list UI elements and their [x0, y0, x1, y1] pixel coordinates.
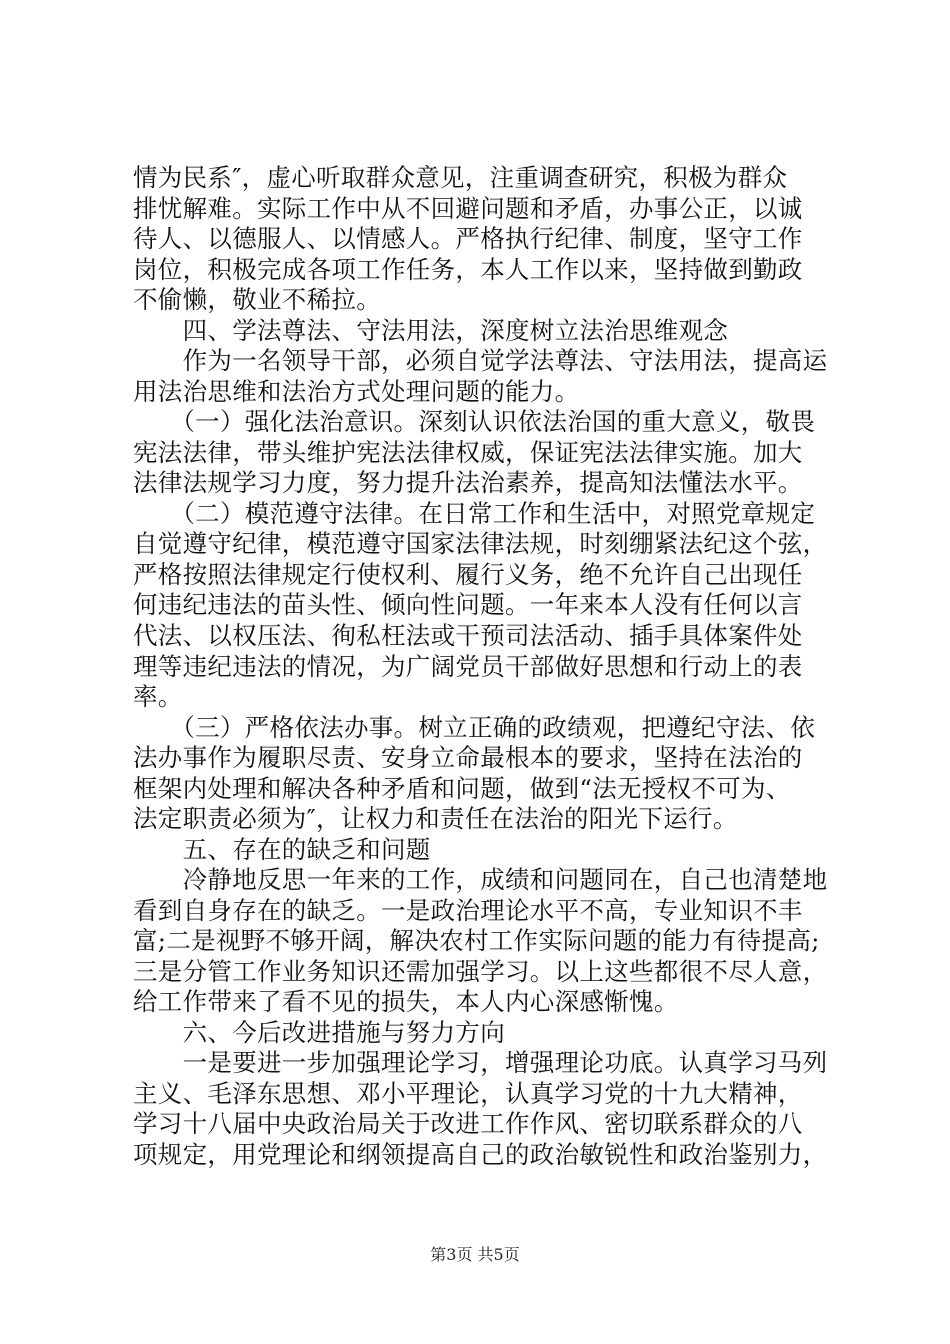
text-line: 排忧解难。实际工作中从不回避问题和矛盾，办事公正，以诚	[133, 194, 803, 223]
text-line: 作为一名领导干部，必须自觉学法尊法、守法用法，提高运	[133, 346, 828, 375]
page-number-footer: 第3页 共5页	[430, 1245, 520, 1264]
section-heading-4: 四、学法尊法、守法用法，深度树立法治思维观念	[133, 316, 729, 345]
text-line: 法律法规学习力度，努力提升法治素养，提高知法懂法水平。	[133, 468, 803, 497]
text-line: （一）强化法治意识。深刻认识依法治国的重大意义，敬畏	[133, 407, 816, 436]
text-line: 不偷懒，敬业不稀拉。	[133, 285, 381, 314]
text-line: 用法治思维和法治方式处理问题的能力。	[133, 377, 580, 406]
text-line: 看到自身存在的缺乏。一是政治理论水平不高，专业知识不丰	[133, 896, 803, 925]
text-line: 学习十八届中央政治局关于改进工作作风、密切联系群众的八	[133, 1109, 803, 1138]
section-heading-5: 五、存在的缺乏和问题	[133, 835, 431, 864]
text-line: 何违纪违法的苗头性、倾向性问题。一年来本人没有任何以言	[133, 590, 803, 619]
text-line: 三是分管工作业务知识还需加强学习。以上这些都很不尽人意，	[133, 957, 828, 986]
text-line: 岗位，积极完成各项工作任务，本人工作以来，坚持做到勤政	[133, 255, 803, 284]
text-line: 项规定，用党理论和纲领提高自己的政治敏锐性和政治鉴别力，	[133, 1140, 828, 1169]
text-line: 率。	[133, 682, 183, 711]
text-line: 代法、以权压法、徇私枉法或干预司法活动、插手具体案件处	[133, 621, 803, 650]
text-line: 严格按照法律规定行使权利、履行义务，绝不允许自己出现任	[133, 560, 803, 589]
text-line: 情为民系″，虚心听取群众意见，注重调查研究，积极为群众	[133, 163, 788, 192]
text-line: 框架内处理和解决各种矛盾和问题，做到“法无授权不可为、	[133, 774, 791, 803]
text-line: 自觉遵守纪律，模范遵守国家法律法规，时刻绷紧法纪这个弦，	[133, 529, 828, 558]
text-line: 法办事作为履职尽责、安身立命最根本的要求，坚持在法治的	[133, 743, 803, 772]
text-line: 法定职责必须为″，让权力和责任在法治的阳光下运行。	[133, 804, 738, 833]
text-line: 富;二是视野不够开阔，解决农村工作实际问题的能力有待提高;	[133, 926, 820, 955]
text-line: （三）严格依法办事。树立正确的政绩观，把遵纪守法、依	[133, 713, 816, 742]
text-line: 宪法法律，带头维护宪法法律权威，保证宪法法律实施。加大	[133, 438, 803, 467]
text-line: 理等违纪违法的情况，为广阔党员干部做好思想和行动上的表	[133, 652, 803, 681]
text-line: 给工作带来了看不见的损失，本人内心深感惭愧。	[133, 987, 679, 1016]
text-line: 冷静地反思一年来的工作，成绩和问题同在，自己也清楚地	[133, 865, 828, 894]
text-line: 待人、以德服人、以情感人。严格执行纪律、制度，坚守工作	[133, 224, 803, 253]
text-line: 一是要进一步加强理论学习，增强理论功底。认真学习马列	[133, 1048, 828, 1077]
text-line: （二）模范遵守法律。在日常工作和生活中，对照党章规定	[133, 499, 816, 528]
text-line: 主义、毛泽东思想、邓小平理论，认真学习党的十九大精神，	[133, 1079, 803, 1108]
section-heading-6: 六、今后改进措施与努力方向	[133, 1018, 505, 1047]
